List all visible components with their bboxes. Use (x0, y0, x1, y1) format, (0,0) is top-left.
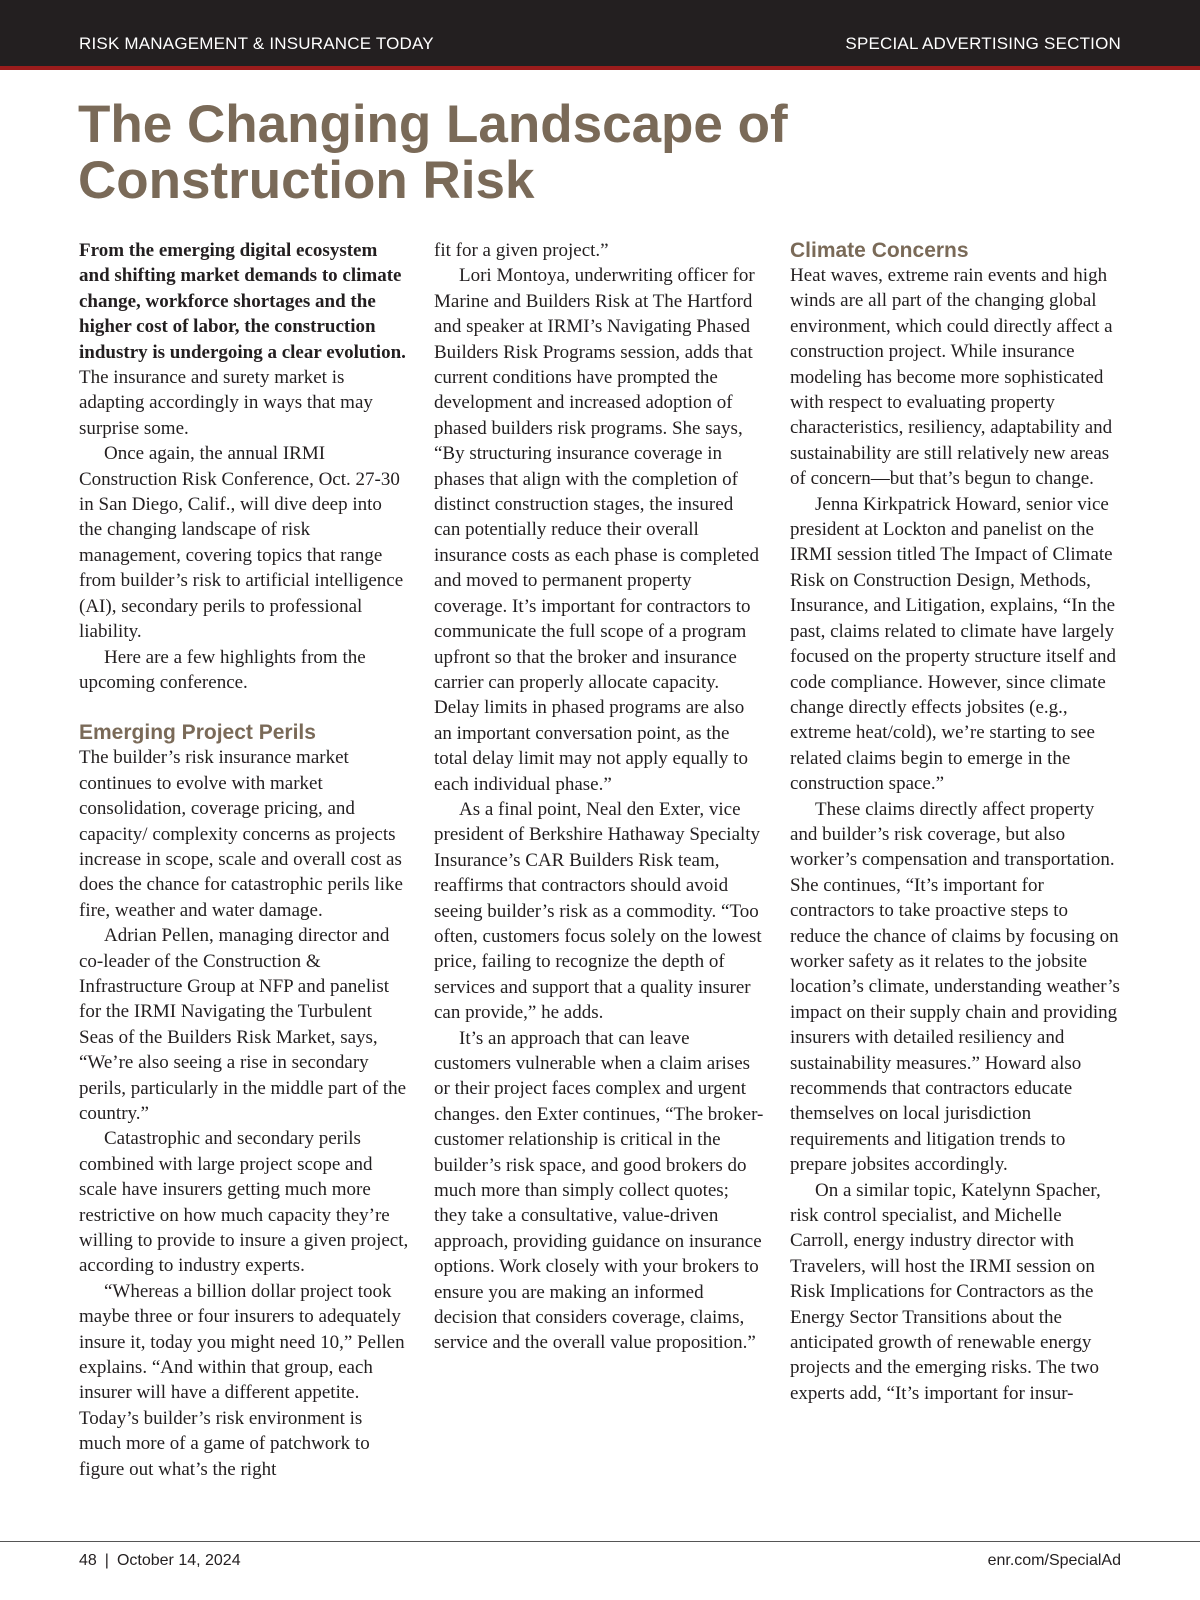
section-label: SPECIAL ADVERTISING SECTION (845, 34, 1121, 53)
paragraph: As a final point, Neal den Exter, vice president of Berkshire Hathaway Specialty Insurance’s CAR Builders Risk team, reaffirms that contractors should avoid seeing builder’s risk as a commodity. “Too often, customers focus solely on the lowest price, failing to recognize the depth of services and support that a quality insurer can provide,” he adds. (434, 798, 762, 1024)
section-heading-climate-concerns: Climate Concerns (790, 239, 969, 262)
paragraph: fit for a given project.” (434, 240, 609, 261)
article-column-1 (79, 238, 409, 1482)
paragraph: On a similar topic, Katelynn Spacher, risk control specialist, and Michelle Carroll, energy industry director with Travelers, will host the IRMI session on Risk Implications for Contractors as the Energy Sector Transitions about the anticipated growth of renewable energy projects and the emerging risks. The two experts add, “It’s important for insur- (790, 1179, 1101, 1404)
paragraph: Once again, the annual IRMI Construction Risk Conference, Oct. 27-30 in San Diego, Calif., will dive deep into the changing landscape of risk management, covering topics that range from builder’s risk to artificial intelligence (AI), secondary perils to professional liability. (79, 443, 404, 643)
footer-separator: | (104, 1552, 109, 1569)
article-column-3 (790, 238, 1120, 1406)
paragraph: “Whereas a billion dollar project took maybe three or four insurers to adequately insure it, today you might need 10,” Pellen explains. “And within that group, each insurer will have a different appetite. Today’s builder’s risk environment is much more of a game of patchwork to figure out what’s the right (79, 1280, 405, 1480)
section-heading-emerging-perils: Emerging Project Perils (79, 721, 316, 745)
intro-rest: The insurance and surety market is adapting accordingly in ways that may surprise some. (79, 367, 373, 439)
issue-date: October 14, 2024 (116, 1552, 241, 1569)
paragraph: Adrian Pellen, managing director and co-leader of the Construction & Infrastructure Group at NFP and panelist for the IRMI Navigating the Turbulent Seas of the Builders Risk Market, says, “We’re also seeing a rise in secondary perils, particularly in the middle part of the country.” (79, 925, 407, 1124)
article-column-2 (434, 238, 764, 1356)
paragraph: Catastrophic and secondary perils combined with large project scope and scale have insurers getting much more restrictive on how much capacity they’re willing to provide to insure a given project, according to industry experts. (79, 1128, 409, 1277)
paragraph: Here are a few highlights from the upcoming conference. (79, 646, 366, 693)
paragraph: Heat waves, extreme rain events and high winds are all part of the changing global environment, which could directly affect a construction project. While insurance modeling has become more sophisticated with respect to evaluating property characteristics, resiliency, adaptability and sustainability are still relatively new areas of concern—but that’s begun to change. (790, 265, 1113, 490)
page-number: 48 (79, 1552, 97, 1569)
footer-url[interactable]: enr.com/SpecialAd (987, 1552, 1121, 1569)
publication-name: RISK MANAGEMENT & INSURANCE TODAY (79, 34, 434, 53)
article-title: The Changing Landscape of Construction Risk (78, 95, 788, 210)
paragraph: Lori Montoya, underwriting officer for Marine and Builders Risk at The Hartford and speaker at IRMI’s Navigating Phased Builders Risk Programs session, adds that current conditions have prompted the development and increased adoption of phased builders risk programs. She says, “By structuring insurance coverage in phases that align with the completion of distinct construction stages, the insured can potentially reduce their overall insurance costs as each phase is completed and moved to permanent property coverage. It’s important for contractors to communicate the full scope of a program upfront so that the broker and insurance carrier can properly allocate capacity. Delay limits in phased programs are also an important conversation point, as the total delay limit may not apply equally to each individual phase.” (434, 265, 759, 795)
paragraph: The builder’s risk insurance market continues to evolve with market consolidation, coverage pricing, and capacity/ complexity concerns as projects increase in scope, scale and overall cost as does the chance for catastrophic perils like fire, weather and water damage. (79, 747, 403, 921)
header-bar (0, 0, 1200, 70)
intro-paragraph (79, 238, 409, 441)
paragraph: It’s an approach that can leave customers vulnerable when a claim arises or their project faces complex and urgent changes. den Exter continues, “The broker-customer relationship is critical in the builder’s risk space, and good brokers do much more than simply collect quotes; they take a consultative, value-driven approach, providing guidance on insurance options. Work closely with your brokers to ensure you are making an informed decision that considers coverage, claims, service and the overall value proposition.” (434, 1027, 764, 1354)
footer-divider (0, 1541, 1200, 1542)
paragraph: Jenna Kirkpatrick Howard, senior vice president at Lockton and panelist on the IRMI session titled The Impact of Climate Risk on Construction Design, Methods, Insurance, and Litigation, explains, “In the past, claims related to climate have largely focused on the property structure itself and code compliance. However, since climate change directly effects jobsites (e.g., extreme heat/cold), we’re starting to see related claims begin to emerge in the construction space.” (790, 493, 1117, 795)
paragraph: These claims directly affect property and builder’s risk coverage, but also worker’s compensation and transportation. She continues, “It’s important for contractors to take proactive steps to reduce the chance of claims by focusing on worker safety as it relates to the jobsite location’s climate, understanding weather’s impact on their supply chain and providing insurers with detailed resiliency and sustainability measures.” Howard also recommends that contractors educate themselves on local jurisdiction requirements and litigation trends to prepare jobsites accordingly. (790, 798, 1120, 1176)
footer-page-info (79, 1552, 241, 1570)
intro-lead: From the emerging digital ecosystem and shifting market demands to climate change, workforce shortages and the higher cost of labor, the construction industry is undergoing a clear evolution. (79, 240, 406, 363)
